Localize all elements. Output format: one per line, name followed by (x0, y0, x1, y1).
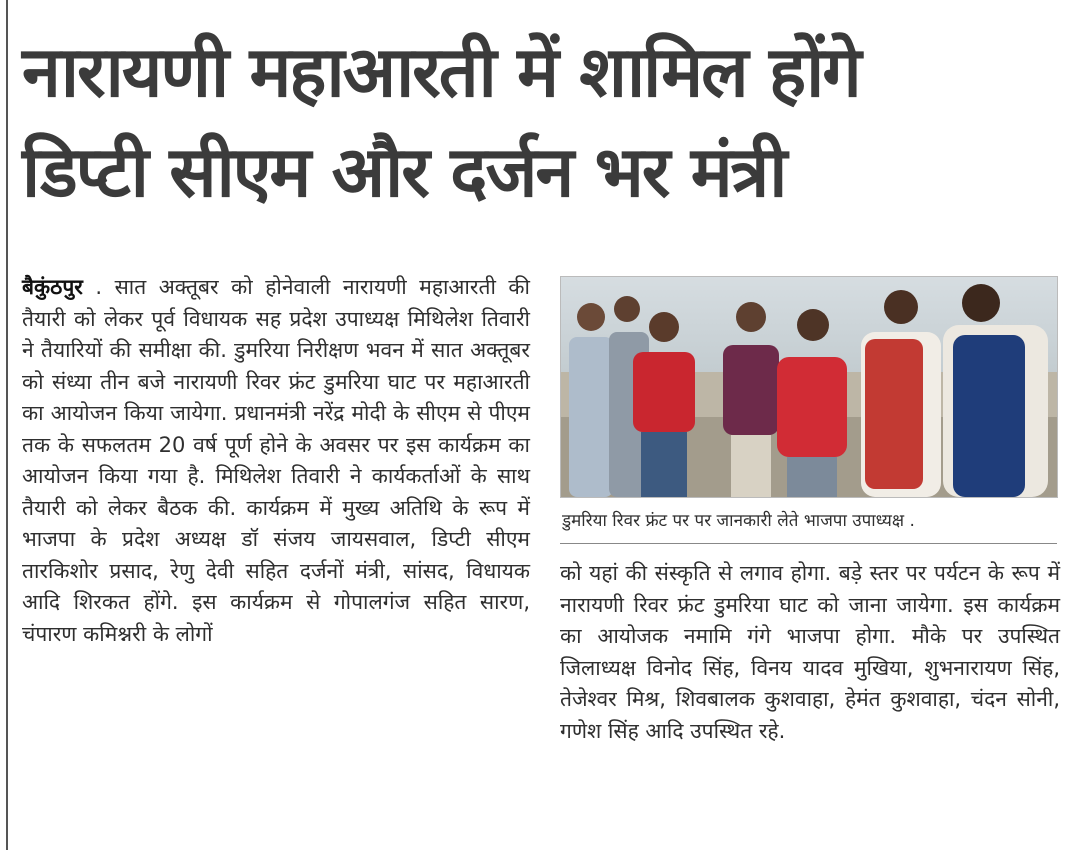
article-paragraph-left (22, 272, 530, 650)
caption-divider (560, 543, 1057, 544)
news-photo-image (561, 277, 1057, 497)
page-edge-rule (6, 0, 8, 850)
article-column-left (22, 272, 530, 650)
article-text-right: को यहां की संस्कृति से लगाव होगा. बड़े स्तर पर पर्यटन के रूप में नारायणी रिवर फ्रंट डुमरिया घाट को जाना जायेगा. इस कार्यक्रम का आयोजक नमामि गंगे भाजपा होगा. मौके पर उपस्थित जिलाध्यक्ष विनोद सिंह, विनय यादव मुखिया, शुभनारायण सिंह, तेजेश्वर मिश्र, शिवबालक कुशवाहा, हेमंत कुशवाहा, चंदन सोनी, गणेश सिंह आदि उपस्थित रहे. (560, 561, 1060, 743)
headline (22, 22, 1067, 222)
dateline: बैकुंठपुर (22, 275, 83, 299)
article-text-left: . सात अक्तूबर को होनेवाली नारायणी महाआरती की तैयारी को लेकर पूर्व विधायक सह प्रदेश उपाध्यक्ष मिथिलेश तिवारी ने तैयारियों की समीक्षा की. डुमरिया निरीक्षण भवन में सात अक्तूबर को संध्या तीन बजे नारायणी रिवर फ्रंट डुमरिया घाट पर महाआरती का आयोजन किया जायेगा. प्रधानमंत्री नरेंद्र मोदी के सीएम से पीएम तक के सफलतम 20 वर्ष पूर्ण होने के अवसर पर इस कार्यक्रम का आयोजन किया गया है. मिथिलेश तिवारी ने कार्यकर्ताओं के साथ तैयारी को लेकर बैठक की. कार्यक्रम में मुख्य अतिथि के रूप में भाजपा के प्रदेश अध्यक्ष डॉ संजय जायसवाल, डिप्टी सीएम तारकिशोर प्रसाद, रेणु देवी सहित दर्जनों मंत्री, सांसद, विधायक आदि शिरकत होंगे. इस कार्यक्रम से गोपालगंज सहित सारण, चंपारण कमिश्नरी के लोगों (22, 275, 530, 646)
headline-line-1: नारायणी महाआरती में शामिल होंगे (22, 31, 860, 113)
photo-caption: डुमरिया रिवर फ्रंट पर पर जानकारी लेते भाजपा उपाध्यक्ष . (562, 511, 915, 531)
headline-line-2: डिप्टी सीएम और दर्जन भर मंत्री (22, 131, 786, 213)
article-column-right (560, 558, 1060, 747)
news-photo (560, 276, 1058, 498)
